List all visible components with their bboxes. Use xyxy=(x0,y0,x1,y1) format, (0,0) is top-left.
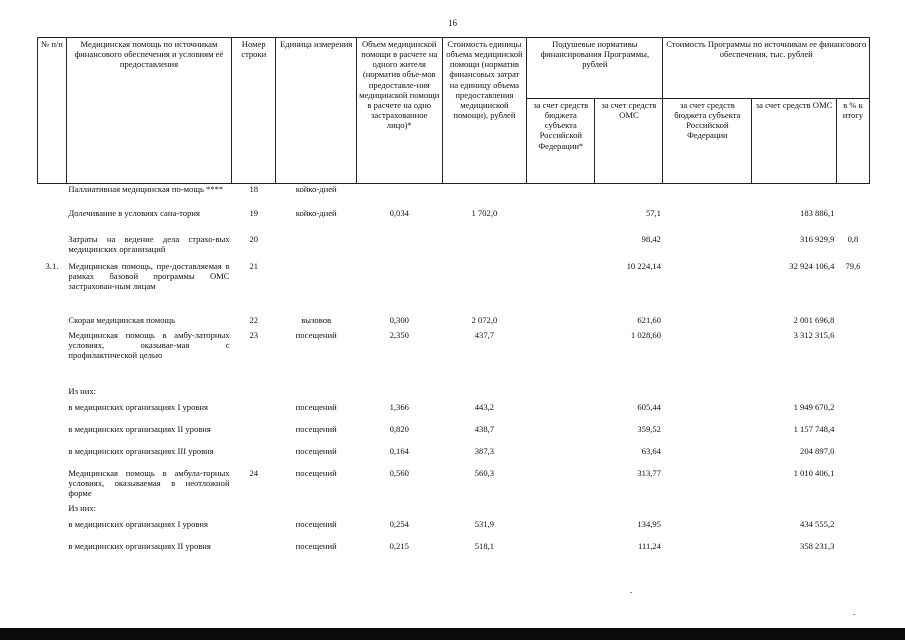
row-name: Долечивание в условиях сана-тория xyxy=(68,207,200,218)
row-volume xyxy=(356,261,442,315)
row-pr-budget xyxy=(663,468,752,503)
row-cost: 1 702,0 xyxy=(471,207,498,218)
row-pr-budget xyxy=(663,386,752,402)
row-pc-oms: 98,42 xyxy=(641,233,661,244)
row-volume: 0,215 xyxy=(389,540,409,551)
row-cost: 438,7 xyxy=(474,423,495,434)
row-line: 20 xyxy=(249,233,259,244)
row-pr-oms: 358 231,3 xyxy=(800,540,835,551)
table-row xyxy=(38,402,870,424)
row-pr-pct xyxy=(836,402,869,424)
row-pr-budget xyxy=(663,330,752,386)
row-unit: посещений xyxy=(295,401,337,412)
row-pc-oms: 313,77 xyxy=(637,467,661,478)
row-unit: посещений xyxy=(295,423,337,434)
row-cost xyxy=(442,234,527,261)
row-volume xyxy=(356,503,442,519)
scan-speck xyxy=(853,614,855,615)
row-pc-budget xyxy=(527,184,595,208)
row-volume xyxy=(356,234,442,261)
header-percapita: Подушевые нормативы финансирования Программы, рублей xyxy=(527,38,663,99)
row-pr-oms: 1 010 406,1 xyxy=(793,467,835,478)
row-line xyxy=(232,541,276,563)
row-pr-oms xyxy=(752,184,837,208)
scan-speck xyxy=(630,592,632,593)
header-volume: Объем медицинской помощи в расчете на одного жителя (норматив объе-мов предоставле-ния медицинской помощи в расчете на одно застрахованное лицо)* xyxy=(356,38,442,184)
row-unit: посещений xyxy=(295,445,337,456)
header-program: Стоимость Программы по источникам ее финансового обеспечения, тыс. рублей xyxy=(663,38,870,99)
row-cost: 2 072,0 xyxy=(471,314,498,325)
row-volume: 0,820 xyxy=(389,423,409,434)
row-name: Из них: xyxy=(68,385,97,396)
row-pr-oms: 32 924 106,4 xyxy=(789,260,835,271)
row-number xyxy=(38,402,67,424)
row-pr-oms: 204 897,0 xyxy=(800,445,835,456)
row-unit: вызовов xyxy=(301,314,332,325)
row-number xyxy=(38,424,67,446)
row-volume xyxy=(356,184,442,208)
row-pr-pct xyxy=(836,503,869,519)
row-line: 21 xyxy=(249,260,259,271)
subheader-pc-budget: за счет средств бюджета субъекта Российской Федерации* xyxy=(527,99,595,184)
row-name: Медицинская помощь в амбула-торных условиях, оказываемая в неотложной форме xyxy=(68,467,230,498)
row-pr-budget xyxy=(663,315,752,330)
row-pc-budget xyxy=(527,541,595,563)
table-body xyxy=(38,184,870,563)
row-pc-oms: 359,52 xyxy=(637,423,661,434)
row-pr-pct xyxy=(836,208,869,234)
row-pc-budget xyxy=(527,234,595,261)
row-pc-oms xyxy=(595,184,663,208)
row-pc-oms: 134,95 xyxy=(637,518,661,529)
row-pc-budget xyxy=(527,503,595,519)
row-volume: 0,560 xyxy=(389,467,409,478)
row-number xyxy=(38,208,67,234)
row-pr-pct: 79,6 xyxy=(845,260,861,271)
row-line xyxy=(232,402,276,424)
header-unit: Единица измерения xyxy=(276,38,357,184)
row-pr-pct xyxy=(836,315,869,330)
row-cost: 531,9 xyxy=(474,518,495,529)
row-pc-budget xyxy=(527,446,595,468)
row-volume: 0,254 xyxy=(389,518,409,529)
row-line xyxy=(232,424,276,446)
row-line: 24 xyxy=(249,467,259,478)
header-row: Номер строки xyxy=(232,38,276,184)
row-pr-oms: 1 949 670,2 xyxy=(793,401,835,412)
subheader-pr-pct: в % к итогу xyxy=(836,99,869,184)
row-name: Скорая медицинская помощь xyxy=(68,314,176,325)
table-row xyxy=(38,261,870,315)
row-volume: 0,300 xyxy=(389,314,409,325)
row-unit xyxy=(276,386,357,402)
table-row xyxy=(38,424,870,446)
row-pr-oms xyxy=(752,503,837,519)
row-number xyxy=(38,468,67,503)
row-unit: посещений xyxy=(295,329,337,340)
row-name: Медицинская помощь в амбу-латорных условиях, оказывае-мая с профилактической целью xyxy=(68,329,230,360)
row-pc-budget xyxy=(527,468,595,503)
row-unit xyxy=(276,261,357,315)
subheader-pc-oms: за счет средств ОМС xyxy=(595,99,663,184)
row-pr-oms: 316 929,9 xyxy=(800,233,835,244)
row-pc-oms xyxy=(595,503,663,519)
row-volume: 1,366 xyxy=(389,401,409,412)
table-row xyxy=(38,208,870,234)
row-number xyxy=(38,315,67,330)
row-unit: посещений xyxy=(295,518,337,529)
row-volume: 0,164 xyxy=(389,445,409,456)
row-pc-oms: 111,24 xyxy=(637,540,661,551)
row-name: в медицинских организациях I уровня xyxy=(68,518,208,529)
row-number xyxy=(38,446,67,468)
table-row xyxy=(38,184,870,208)
row-pr-oms: 2 001 696,8 xyxy=(793,314,835,325)
row-pr-budget xyxy=(663,424,752,446)
row-line: 19 xyxy=(249,207,259,218)
row-name: в медицинских организациях I уровня xyxy=(68,401,208,412)
row-name: Затраты на ведение дела страхо-вых медицинских организаций xyxy=(68,233,230,254)
table-row xyxy=(38,503,870,519)
header-name: Медицинская помощь по источникам финансового обеспечения и условиям её предоставления xyxy=(66,38,231,184)
row-pr-budget xyxy=(663,402,752,424)
row-name: Медицинская помощь, пре-доставляемая в рамках базовой программы ОМС застрахован-ным лицам xyxy=(68,260,230,291)
row-pc-budget xyxy=(527,330,595,386)
row-pr-pct xyxy=(836,446,869,468)
row-number xyxy=(38,330,67,386)
row-pr-pct xyxy=(836,519,869,541)
row-pc-budget xyxy=(527,208,595,234)
row-unit xyxy=(276,234,357,261)
table-row xyxy=(38,386,870,402)
row-name: Паллиативная медицинская по-мощь **** xyxy=(68,184,224,194)
row-cost xyxy=(442,184,527,208)
financing-table xyxy=(37,37,870,563)
row-line xyxy=(232,446,276,468)
row-number: 3.1. xyxy=(45,260,59,271)
row-pc-oms: 1 028,60 xyxy=(630,329,661,340)
table-row xyxy=(38,330,870,386)
row-pc-budget xyxy=(527,315,595,330)
row-cost xyxy=(442,386,527,402)
subheader-pr-oms: за счет средств ОМС xyxy=(752,99,837,184)
header-no: № п/п xyxy=(38,38,67,184)
row-pr-pct xyxy=(836,184,869,208)
row-pr-budget xyxy=(663,503,752,519)
scan-edge xyxy=(0,628,905,640)
row-number xyxy=(38,503,67,519)
row-pc-oms: 605,44 xyxy=(637,401,661,412)
row-name: в медицинских организациях III уровня xyxy=(68,445,214,456)
row-pr-oms: 183 886,1 xyxy=(800,207,835,218)
table-row xyxy=(38,519,870,541)
table-row xyxy=(38,541,870,563)
row-pc-budget xyxy=(527,386,595,402)
row-pr-budget xyxy=(663,208,752,234)
row-number xyxy=(38,184,67,208)
row-unit: койко-дней xyxy=(295,207,337,218)
row-pr-oms xyxy=(752,386,837,402)
row-pr-budget xyxy=(663,184,752,208)
row-cost: 518,1 xyxy=(474,540,495,551)
row-cost: 437,7 xyxy=(474,329,495,340)
row-pr-oms: 1 157 748,4 xyxy=(793,423,835,434)
row-cost: 443,2 xyxy=(474,401,495,412)
row-pc-oms xyxy=(595,386,663,402)
row-pr-oms: 434 555,2 xyxy=(800,518,835,529)
table-row xyxy=(38,446,870,468)
row-pc-budget xyxy=(527,424,595,446)
subheader-pr-budget: за счет средств бюджета субъекта Российской Федерации xyxy=(663,99,752,184)
row-cost xyxy=(442,503,527,519)
row-volume xyxy=(356,386,442,402)
row-cost: 560,3 xyxy=(474,467,495,478)
row-pr-budget xyxy=(663,261,752,315)
row-line: 23 xyxy=(249,329,259,340)
table-header xyxy=(38,38,870,184)
page-number: 16 xyxy=(448,18,457,28)
row-pr-oms: 3 312 315,6 xyxy=(793,329,835,340)
row-line xyxy=(232,519,276,541)
row-name: Из них: xyxy=(68,502,97,513)
header-cost: Стоимость единицы объема медицинской помощи (норматив финансовых затрат на единицу объема предоставления медицинской помощи), рублей xyxy=(442,38,527,184)
row-name: в медицинских организациях II уровня xyxy=(68,540,211,551)
row-cost: 387,3 xyxy=(474,445,495,456)
row-pc-oms: 10 224,14 xyxy=(626,260,661,271)
row-number xyxy=(38,541,67,563)
row-name: в медицинских организациях II уровня xyxy=(68,423,211,434)
table-row xyxy=(38,315,870,330)
row-pr-pct xyxy=(836,330,869,386)
row-number xyxy=(38,519,67,541)
row-line: 18 xyxy=(249,184,259,194)
row-pc-budget xyxy=(527,519,595,541)
row-volume: 2,350 xyxy=(389,329,409,340)
row-pc-budget xyxy=(527,261,595,315)
row-pr-pct xyxy=(836,386,869,402)
row-line xyxy=(232,386,276,402)
table-row xyxy=(38,234,870,261)
row-pr-budget xyxy=(663,519,752,541)
row-line xyxy=(232,503,276,519)
row-cost xyxy=(442,261,527,315)
row-pr-pct xyxy=(836,541,869,563)
row-pr-budget xyxy=(663,541,752,563)
table-row xyxy=(38,468,870,503)
row-pr-pct xyxy=(836,424,869,446)
row-line: 22 xyxy=(249,314,259,325)
row-unit: посещений xyxy=(295,540,337,551)
row-pr-pct xyxy=(836,468,869,503)
row-unit: посещений xyxy=(295,467,337,478)
row-pr-pct: 0,8 xyxy=(847,233,859,244)
row-pr-budget xyxy=(663,446,752,468)
row-pc-oms: 621,60 xyxy=(637,314,661,325)
row-pr-budget xyxy=(663,234,752,261)
row-unit: койко-дней xyxy=(295,184,337,194)
row-number xyxy=(38,234,67,261)
row-volume: 0,034 xyxy=(389,207,409,218)
row-unit xyxy=(276,503,357,519)
row-number xyxy=(38,386,67,402)
row-pc-oms: 63,64 xyxy=(641,445,661,456)
row-pc-budget xyxy=(527,402,595,424)
row-pc-oms: 57,1 xyxy=(645,207,661,218)
